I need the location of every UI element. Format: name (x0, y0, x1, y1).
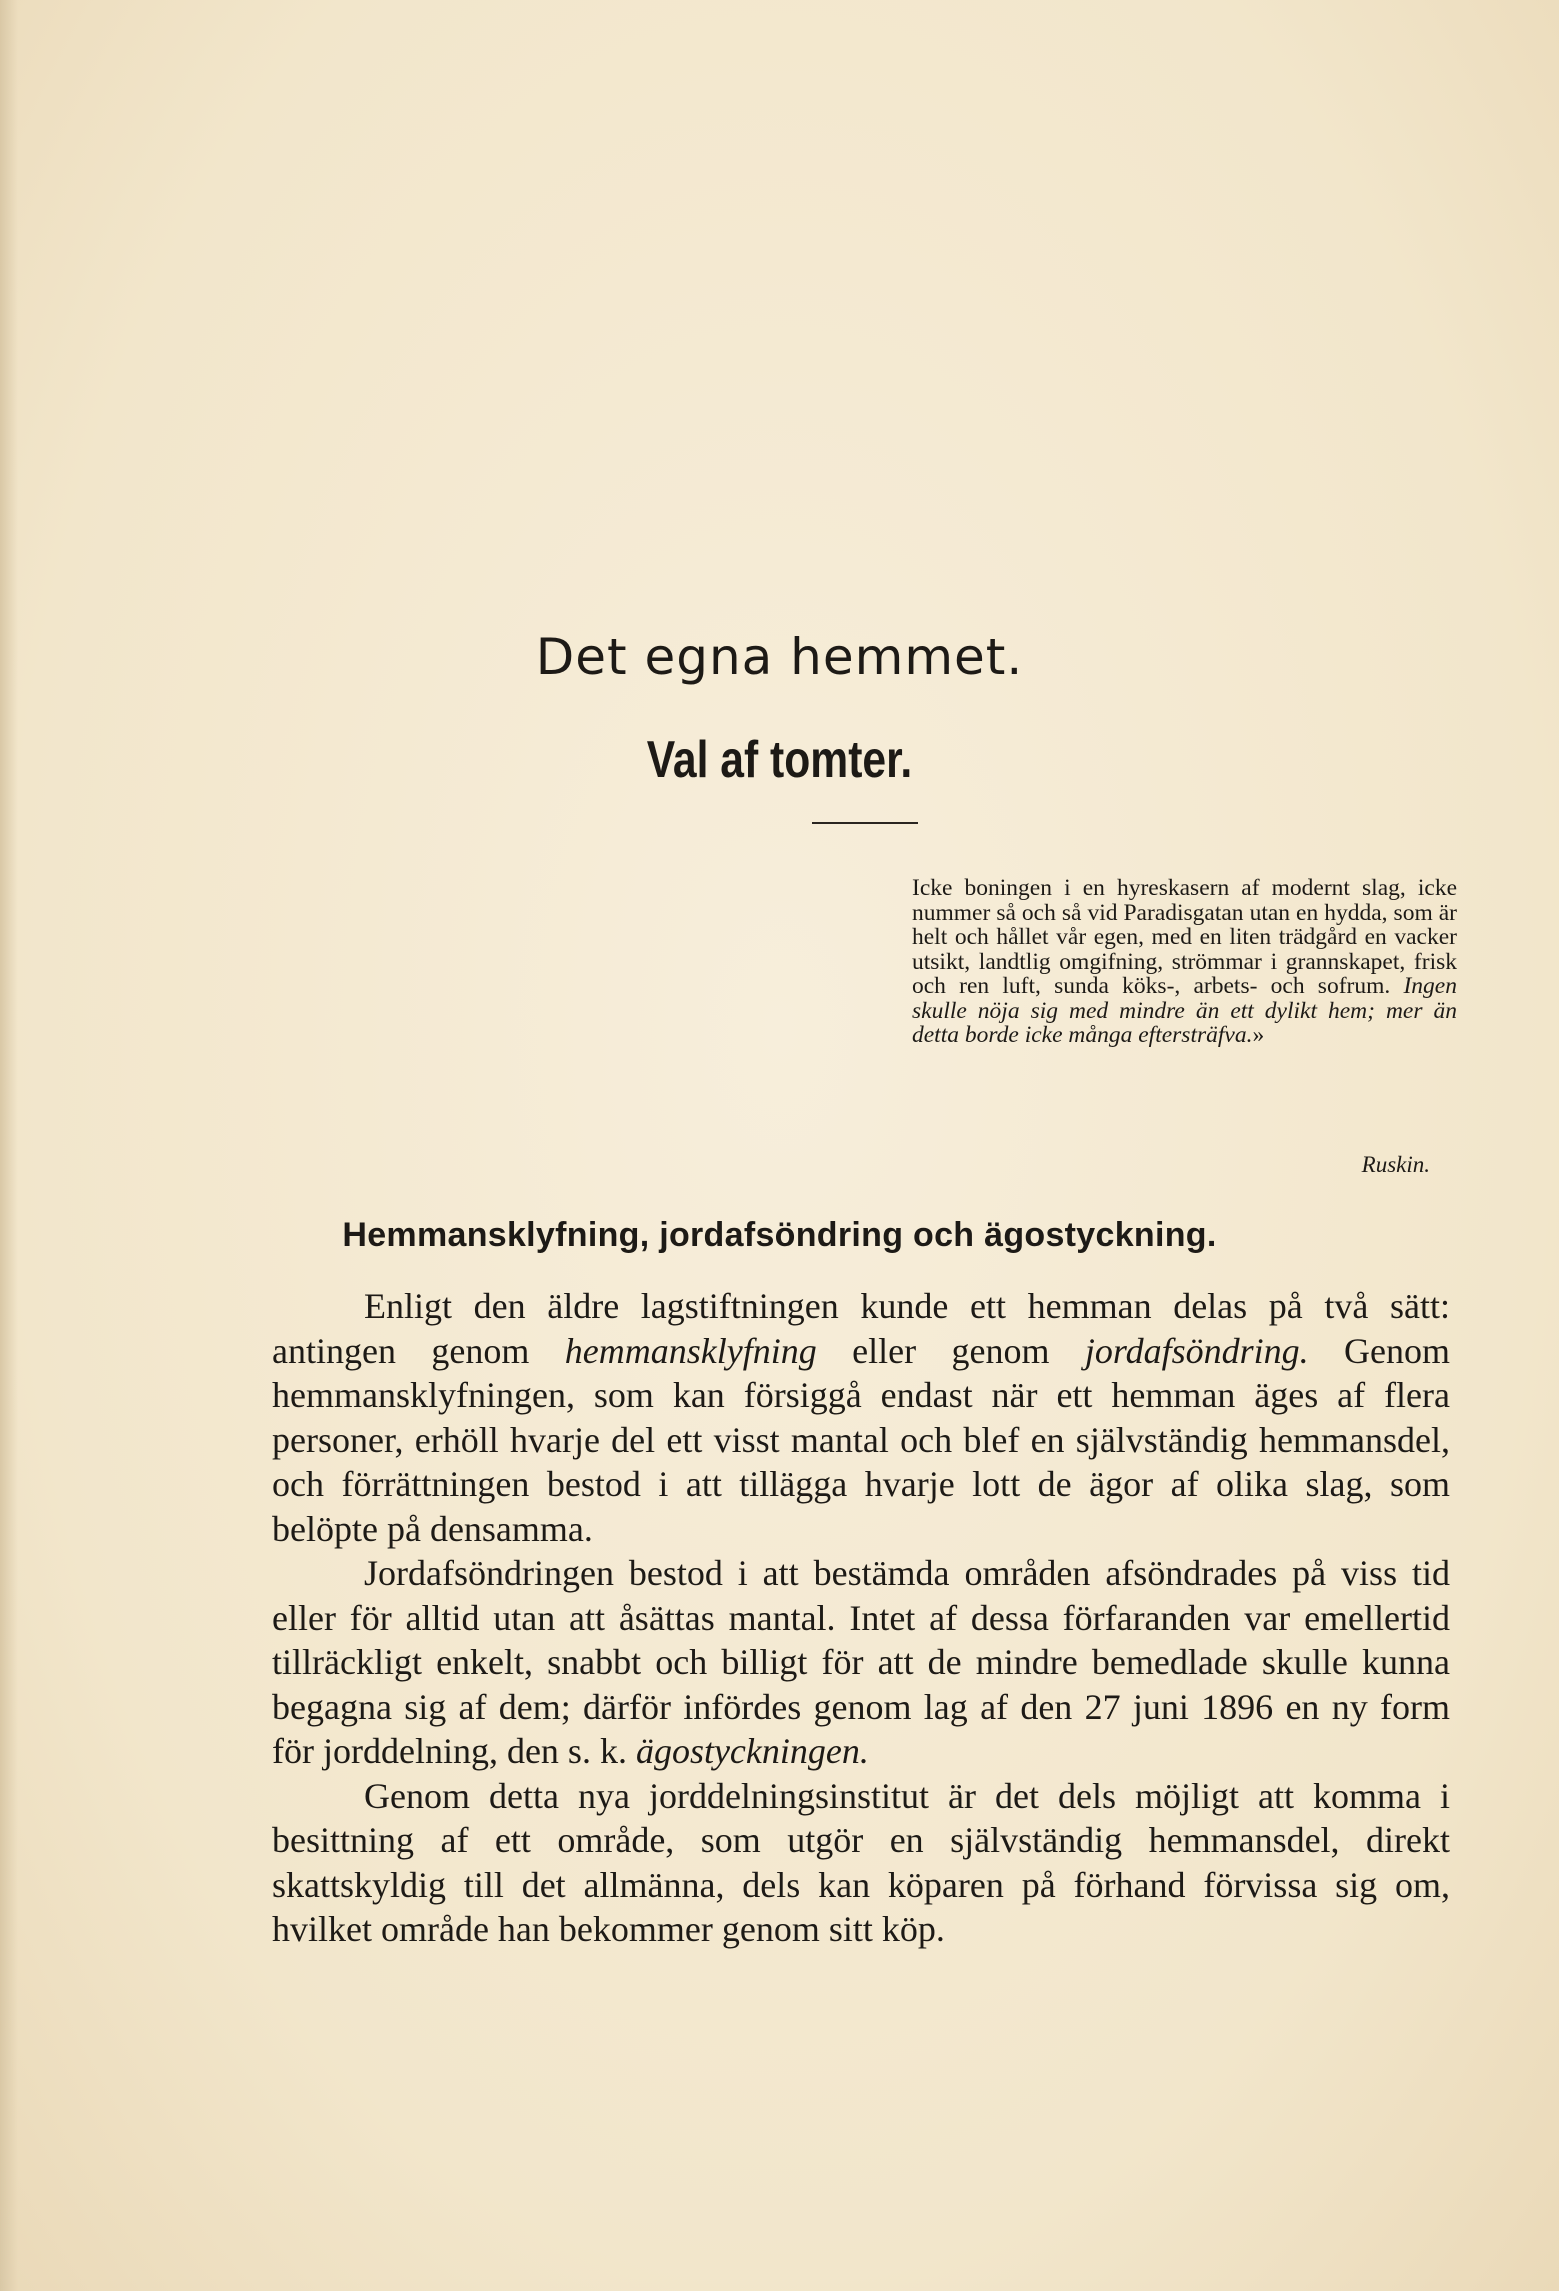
paragraph-term: ägostyckningen. (635, 1731, 869, 1771)
quote-text: Icke boningen i en hyreskasern af modernt slag, icke nummer så och så vid Paradisgatan utan en hydda, som är helt och hållet vår egen, med en liten trädgård en vacker utsikt, landtlig omgifning, strömmar i grannskapet, frisk och ren luft, sunda köks-, arbets- och sofrum. (912, 875, 1457, 999)
title-divider (812, 822, 918, 824)
page-title: Det egna hemmet. (535, 628, 1024, 686)
paragraph-term: jordafsöndring. (1084, 1330, 1309, 1371)
quote-text-italic: Ingen skulle nöja sig med mindre än ett dylikt hem; mer än detta borde icke många eftersträfva. (912, 973, 1457, 1048)
page-subtitle: Val af tomter. (646, 731, 913, 789)
paragraph-term: hemmansklyfning (564, 1330, 817, 1371)
paragraph-text: Genom detta nya jorddelningsinstitut är det dels möjligt att komma i besittning af ett område, som utgör en självständig hemmansdel, direkt skattskyldig till det allmänna, dels kan köparen på förhand förvissa sig om, hvilket område han bekommer genom sitt köp. (272, 1775, 1450, 1949)
paragraph-text: eller genom (816, 1330, 1085, 1371)
body-text (272, 1284, 1450, 1952)
paragraph-text: Genom hemmansklyfningen, som kan försiggå endast när ett hemman äges af flera personer, erhöll hvarje del ett visst mantal och blef en självständig hemmansdel, och förrättningen bestod i att tillägga hvarje lott de ägor af olika slag, som belöpte på densamma. (272, 1330, 1450, 1549)
paragraph-text: Jordafsöndringen bestod i att bestämda områden afsöndrades på viss tid eller för alltid utan att åsättas mantal. Intet af dessa förfaranden var emellertid tillräckligt enkelt, snabbt och billigt för att de mindre bemedlade skulle kunna begagna sig af dem; därför infördes genom lag af den 27 juni 1896 en ny form för jorddelning, den s. k. (272, 1553, 1450, 1771)
page-edge-shadow (0, 0, 18, 2291)
section-heading: Hemmansklyfning, jordafsöndring och ägostyckning. (342, 1216, 1217, 1254)
quote-close-mark: » (1252, 1022, 1265, 1048)
epigraph-quote (912, 876, 1457, 1048)
paragraph (272, 1774, 1450, 1952)
paragraph (272, 1551, 1450, 1774)
quote-author: Ruskin. (1361, 1152, 1430, 1177)
paragraph-text: Enligt den äldre lagstiftningen kunde ett hemman delas på två sätt: antingen genom (272, 1286, 1450, 1371)
paragraph (272, 1284, 1450, 1551)
